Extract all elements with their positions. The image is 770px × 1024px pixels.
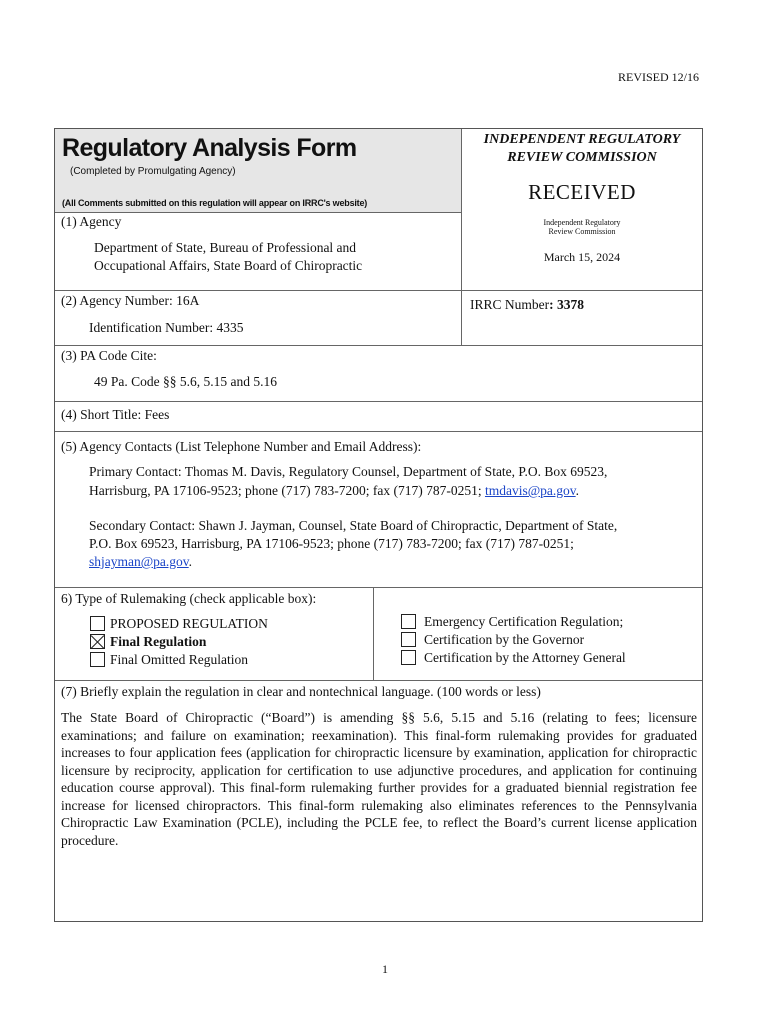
- emergency-certification-checkbox[interactable]: [401, 614, 416, 629]
- form-note: (All Comments submitted on this regulation will appear on IRRC's website): [62, 198, 368, 208]
- stamp-org-line1: Independent Regulatory: [543, 218, 621, 227]
- section6-label: 6) Type of Rulemaking (check applicable box):: [61, 591, 317, 606]
- pa-code-cite: 49 Pa. Code §§ 5.6, 5.15 and 5.16: [94, 374, 277, 389]
- final-regulation-checkbox[interactable]: [90, 634, 105, 649]
- rulemaking-divider: [373, 587, 374, 680]
- emergency-certification-label: Emergency Certification Regulation;: [424, 614, 624, 629]
- attorney-general-certification-checkbox[interactable]: [401, 650, 416, 665]
- secondary-contact-line3: [89, 554, 192, 570]
- secondary-contact-line1: Secondary Contact: Shawn J. Jayman, Counsel, State Board of Chiropractic, Department of State,: [89, 518, 618, 533]
- irrc-heading-line2: REVIEW COMMISSION: [507, 150, 657, 165]
- irrc-heading-line1: INDEPENDENT REGULATORY: [483, 132, 681, 147]
- primary-contact-line1: Primary Contact: Thomas M. Davis, Regulatory Counsel, Department of State, P.O. Box 69523,: [89, 464, 608, 479]
- irrc-number-label: IRRC Number: [470, 297, 550, 312]
- irrc-number: [470, 297, 584, 313]
- rule: [55, 587, 702, 588]
- agency-name-line1: Department of State, Bureau of Professional and: [94, 240, 357, 255]
- agency-name-line2: Occupational Affairs, State Board of Chiropractic: [94, 258, 363, 273]
- form-title: Regulatory Analysis Form: [62, 134, 357, 162]
- section7-label: (7) Briefly explain the regulation in clear and nontechnical language. (100 words or less): [61, 684, 541, 699]
- governor-certification-checkbox[interactable]: [401, 632, 416, 647]
- stamp-date: March 15, 2024: [543, 250, 621, 264]
- identification-number: Identification Number: 4335: [89, 320, 244, 335]
- primary-contact-line2: [89, 483, 579, 499]
- section1-label: (1) Agency: [61, 214, 122, 229]
- rule: [55, 345, 702, 346]
- secondary-contact-line2: P.O. Box 69523, Harrisburg, PA 17106-9523; phone (717) 783-7200; fax (717) 787-0251;: [89, 536, 574, 551]
- revised-date: REVISED 12/16: [618, 70, 699, 84]
- short-title: (4) Short Title: Fees: [61, 407, 170, 422]
- rule: [55, 212, 461, 213]
- form-subtitle: (Completed by Promulgating Agency): [70, 166, 236, 177]
- governor-certification-label: Certification by the Governor: [424, 632, 585, 647]
- stamp-org-line2: Review Commission: [548, 227, 616, 236]
- primary-contact-text: Harrisburg, PA 17106-9523; phone (717) 783-7200; fax (717) 787-0251;: [89, 483, 485, 498]
- received-stamp: RECEIVED: [528, 180, 636, 204]
- final-omitted-regulation-checkbox[interactable]: [90, 652, 105, 667]
- stamp-org: [463, 218, 701, 236]
- rule: [55, 290, 702, 291]
- proposed-regulation-checkbox[interactable]: [90, 616, 105, 631]
- proposed-regulation-label: PROPOSED REGULATION: [110, 616, 268, 631]
- irrc-heading: [463, 131, 701, 167]
- irrc-number-value: : 3378: [549, 297, 584, 312]
- regulation-summary: The State Board of Chiropractic (“Board”) is amending §§ 5.6, 5.15 and 5.16 (relating to fees; licensure examinations; and failure on examination; reexamination). This final-form rulemaking provides for graduated increases to four application fees (application for chiropractic licensure by examination, application for chiropractic licensure by reciprocity, application for certification to use adjunctive procedures, and application for continuing education course approval). This final-form rulemaking further provides for a graduated biennial registration fee increase for licensed chiropractors. This final-form rulemaking also eliminates references to the Pennsylvania Chiropractic Law Examination (PCLE), including the PCLE fee, to reflect the Board’s current license application procedure.: [61, 710, 697, 848]
- section3-label: (3) PA Code Cite:: [61, 348, 157, 363]
- header-divider: [461, 129, 462, 345]
- rule: [55, 680, 702, 681]
- final-omitted-regulation-label: Final Omitted Regulation: [110, 652, 248, 667]
- page-number: 1: [382, 962, 388, 976]
- secondary-contact-end: .: [188, 554, 193, 569]
- agency-number: (2) Agency Number: 16A: [61, 293, 200, 308]
- rule: [55, 431, 702, 432]
- primary-contact-end: .: [575, 483, 580, 498]
- primary-email-link[interactable]: tmdavis@pa.gov: [484, 483, 576, 498]
- rule: [55, 401, 702, 402]
- attorney-general-certification-label: Certification by the Attorney General: [424, 650, 626, 665]
- section5-label: (5) Agency Contacts (List Telephone Number and Email Address):: [61, 439, 422, 454]
- secondary-email-link[interactable]: shjayman@pa.gov: [89, 554, 189, 569]
- final-regulation-label: Final Regulation: [110, 634, 207, 649]
